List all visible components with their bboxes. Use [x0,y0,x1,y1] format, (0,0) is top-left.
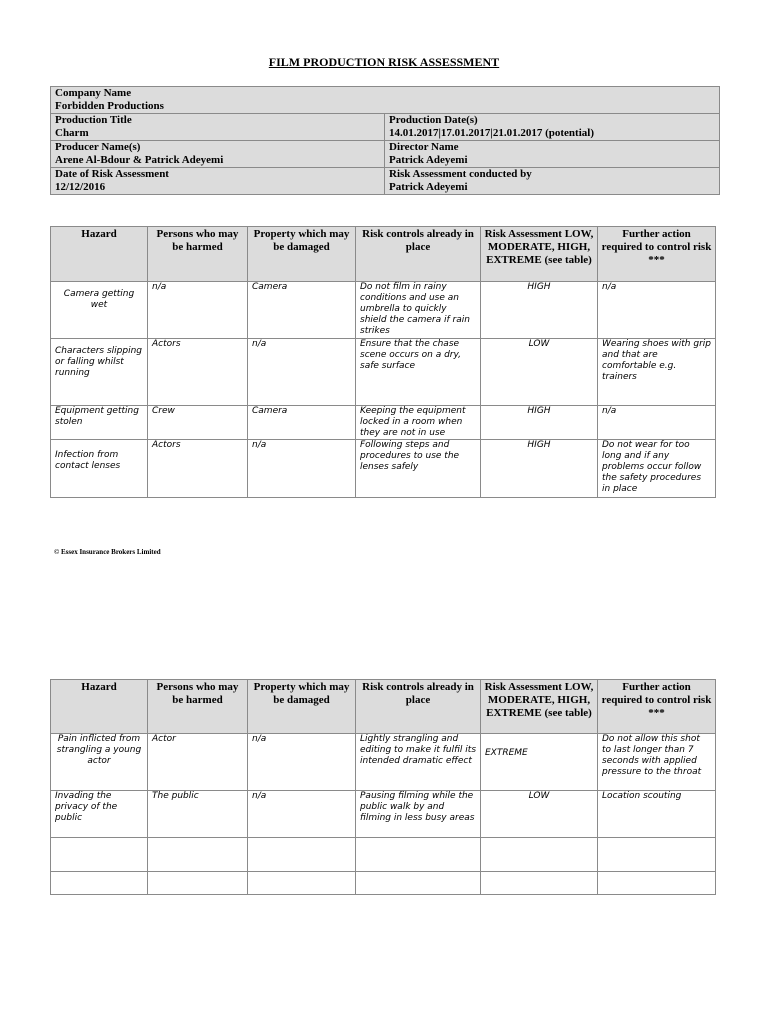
conducted-by-cell [385,168,720,195]
production-dates-value: 14.01.2017|17.01.2017|21.01.2017 (potential) [389,127,594,139]
risk-table-2 [50,679,716,895]
controls-cell [356,406,481,440]
controls-cell: Lightly strangling and editing to make it fulfil its intended dramatic effect [356,734,481,791]
empty-cell [248,872,356,895]
further-action-cell: n/a [598,282,716,339]
property-cell: n/a [248,339,356,406]
persons-cell: Actors [148,440,248,498]
further-action-cell: Location scouting [598,791,716,838]
info-row-people [51,141,720,168]
header-property: Property which may be damaged [248,680,356,734]
controls-text: Keeping the equipment locked in a room when they are not in use [360,406,466,438]
empty-cell [481,838,598,872]
empty-table-row [51,872,716,895]
persons-cell: n/a [148,282,248,339]
risk-level-cell: HIGH [481,440,598,498]
header-property: Property which may be damaged [248,227,356,282]
header-assessment: Risk Assessment LOW, MODERATE, HIGH, EXTREME (see table) [481,227,598,282]
property-cell: Camera [248,282,356,339]
property-cell: Camera [248,406,356,440]
header-hazard: Hazard [51,227,148,282]
company-label: Company Name [55,87,132,99]
header-further-action: Further action required to control risk *** [598,680,716,734]
risk-level-cell: LOW [481,339,598,406]
producer-cell [51,141,385,168]
header-persons: Persons who may be harmed [148,680,248,734]
property-cell: n/a [248,791,356,838]
risk-table-header [51,227,716,282]
table-row [51,791,716,838]
info-row-production [51,114,720,141]
further-action-cell: Do not wear for too long and if any problems occur follow the safety procedures in place [598,440,716,498]
table-row [51,406,716,440]
copyright-notice: © Essex Insurance Brokers Limited [54,548,161,556]
further-action-cell: Do not allow this shot to last longer than 7 seconds with applied pressure to the throat [598,734,716,791]
table-row [51,440,716,498]
empty-cell [598,838,716,872]
empty-cell [356,838,481,872]
header-assessment: Risk Assessment LOW, MODERATE, HIGH, EXTREME (see table) [481,680,598,734]
risk-table-1 [50,226,716,498]
hazard-cell: Invading the privacy of the public [51,791,148,838]
info-row-company [51,87,720,114]
property-cell: n/a [248,734,356,791]
hazard-cell: Equipment getting stolen [51,406,148,440]
header-persons: Persons who may be harmed [148,227,248,282]
conducted-by-label: Risk Assessment conducted by [389,168,532,180]
production-title-value: Charm [55,127,89,139]
assessment-date-cell [51,168,385,195]
producer-value: Arene Al-Bdour & Patrick Adeyemi [55,154,224,166]
empty-cell [51,872,148,895]
info-row-assessment [51,168,720,195]
risk-level-cell: HIGH [481,282,598,339]
hazard-cell: Camera getting wet [51,282,148,339]
persons-cell: The public [148,791,248,838]
empty-cell [248,838,356,872]
controls-cell: Ensure that the chase scene occurs on a dry, safe surface [356,339,481,406]
table-row [51,734,716,791]
risk-level-cell: HIGH [481,406,598,440]
conducted-by-value: Patrick Adeyemi [389,181,468,193]
header-hazard: Hazard [51,680,148,734]
empty-cell [148,872,248,895]
further-action-cell: n/a [598,406,716,440]
production-dates-label: Production Date(s) [389,114,478,126]
risk-level-cell: LOW [481,791,598,838]
header-controls: Risk controls already in place [356,680,481,734]
hazard-cell: Characters slipping or falling whilst running [51,339,148,406]
empty-cell [51,838,148,872]
director-value: Patrick Adeyemi [389,154,468,166]
director-cell [385,141,720,168]
risk-level-cell: EXTREME [481,734,598,791]
production-title-label: Production Title [55,114,132,126]
assessment-date-label: Date of Risk Assessment [55,168,169,180]
producer-label: Producer Name(s) [55,141,141,153]
production-info-table [50,86,720,195]
empty-cell [356,872,481,895]
company-cell [51,87,720,114]
property-cell: n/a [248,440,356,498]
company-value: Forbidden Productions [55,100,164,112]
persons-cell: Actors [148,339,248,406]
director-label: Director Name [389,141,459,153]
controls-cell: Do not film in rainy conditions and use an umbrella to quickly shield the camera if rain strikes [356,282,481,339]
controls-cell: Following steps and procedures to use the lenses safely [356,440,481,498]
table-row [51,339,716,406]
production-dates-cell [385,114,720,141]
hazard-cell: Infection from contact lenses [51,440,148,498]
persons-cell: Actor [148,734,248,791]
hazard-cell: Pain inflicted from strangling a young actor [51,734,148,791]
further-action-cell: Wearing shoes with grip and that are comfortable e.g. trainers [598,339,716,406]
production-title-cell [51,114,385,141]
empty-table-row [51,838,716,872]
empty-cell [148,838,248,872]
header-controls: Risk controls already in place [356,227,481,282]
empty-cell [598,872,716,895]
header-further-action: Further action required to control risk *** [598,227,716,282]
assessment-date-value: 12/12/2016 [55,181,106,193]
empty-cell [481,872,598,895]
risk-table-header [51,680,716,734]
table-row [51,282,716,339]
document-title: FILM PRODUCTION RISK ASSESSMENT [268,55,500,69]
controls-cell: Pausing filming while the public walk by and filming in less busy areas [356,791,481,838]
persons-cell: Crew [148,406,248,440]
